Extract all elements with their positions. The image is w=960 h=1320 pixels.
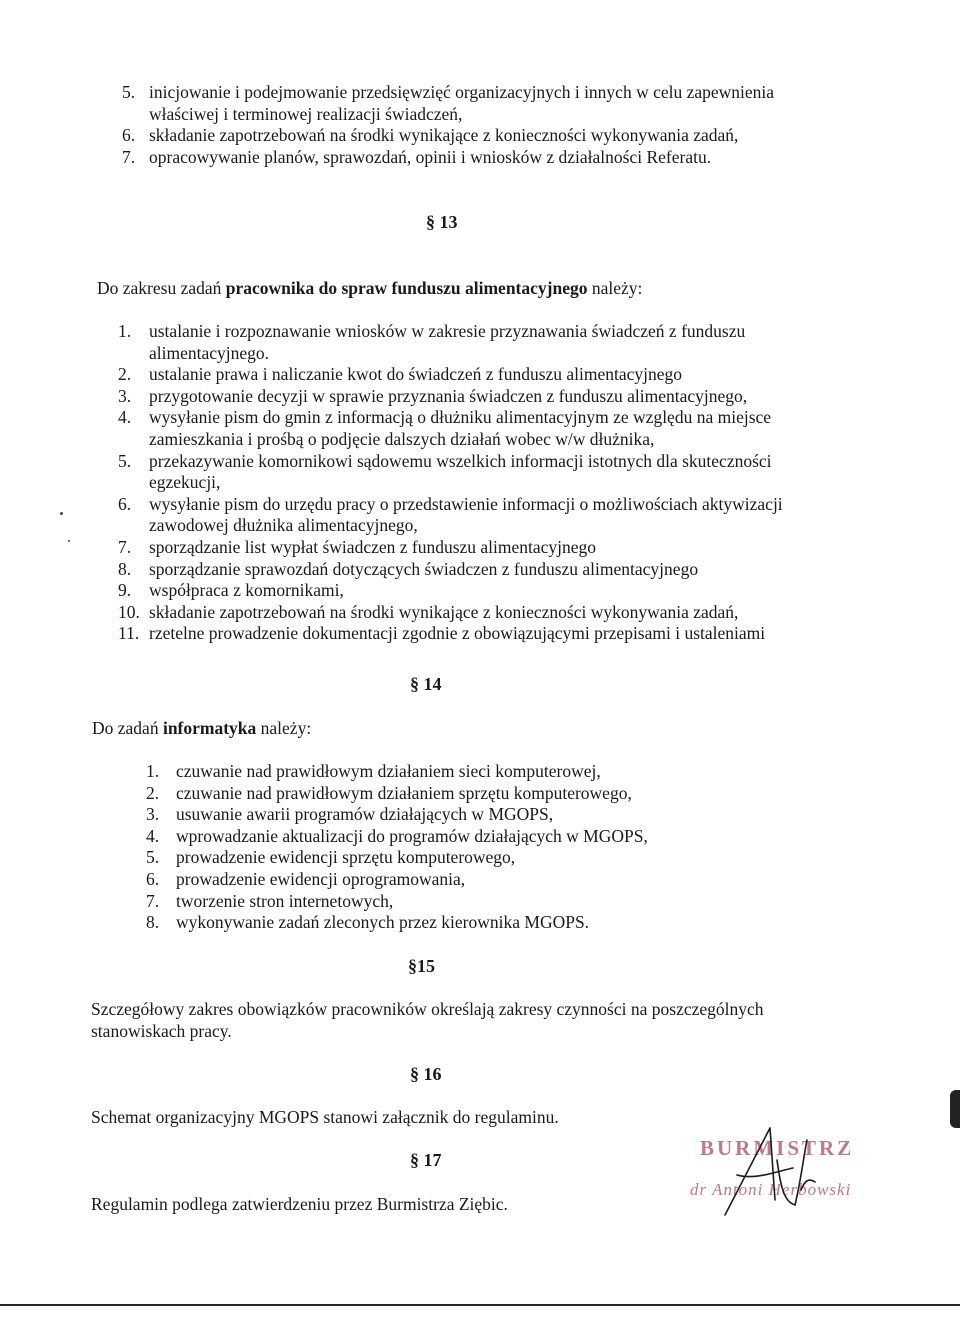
list-item-text: ustalanie i rozpoznawanie wniosków w zakresie przyznawania świadczeń z funduszu [149,321,746,341]
list-item-number: 2. [146,782,160,803]
list-item-text: ustalanie prawa i naliczanie kwot do świadczeń z funduszu alimentacyjnego [149,364,683,385]
list-item-text: opracowywanie planów, sprawozdań, opinii i wniosków z działalności Referatu. [149,146,712,167]
section-13-list [118,321,848,645]
list-item [118,494,848,537]
list-item-number: 5. [118,450,132,471]
list-item-number: 6. [122,125,136,146]
list-item-text: sporządzanie list wypłat świadczen z funduszu alimentacyjnego [149,536,597,557]
list-item-text: usuwanie awarii programów działających w MGOPS, [176,804,554,825]
list-item-number: 11. [118,623,140,644]
list-item-text: współpraca z komornikami, [149,580,344,601]
section-17-text: Regulamin podlega zatwierdzeniu przez Burmistrza Ziębic. [91,1194,508,1214]
list-item [118,386,848,408]
list-item-text: wprowadzanie aktualizacji do programów działających w MGOPS, [176,825,648,846]
list-item-text: czuwanie nad prawidłowym działaniem sprzętu komputerowego, [176,782,632,803]
stamp-title: BURMISTRZ [700,1136,855,1160]
intro-list [122,82,842,168]
list-item [118,580,848,602]
list-item [146,826,766,848]
section-15-text-line-2: stanowiskach pracy. [91,1021,232,1041]
list-item-number: 7. [118,536,132,557]
list-item-number: 4. [146,825,160,846]
list-item-text: egzekucji, [149,472,221,493]
scan-speck [60,512,63,515]
list-item-text: czuwanie nad prawidłowym działaniem sieci komputerowej, [176,761,601,781]
section-14-list [146,761,766,934]
list-item [146,761,766,783]
section-17-heading: § 17 [410,1150,442,1170]
list-item [146,912,766,934]
list-item [122,147,842,169]
list-item-text: przekazywanie komornikowi sądowemu wszelkich informacji istotnych dla skuteczności [149,450,772,471]
list-item-text: rzetelne prowadzenie dokumentacji zgodnie z obowiązującymi przepisami i ustaleniami [149,623,766,644]
list-item-text: właściwej i terminowej realizacji świadczeń, [149,103,463,124]
list-item-text: składanie zapotrzebowań na środki wynikające z konieczności wykonywania zadań, [149,601,739,622]
stamp-name: dr Antoni Herbowski [690,1180,852,1199]
list-item-text: składanie zapotrzebowań na środki wynikające z konieczności wykonywania zadań, [149,125,739,146]
list-item [122,125,842,147]
list-item [146,804,766,826]
list-item-number: 10. [118,601,140,622]
list-item-number: 4. [118,407,132,428]
list-item-number: 1. [118,321,132,341]
list-item-number: 7. [146,890,160,911]
section-16-text: Schemat organizacyjny MGOPS stanowi załącznik do regulaminu. [91,1107,559,1127]
list-item [146,891,766,913]
list-item-number: 2. [118,364,132,385]
list-item-text: zawodowej dłużnika alimentacyjnego, [149,515,418,536]
list-item [118,364,848,386]
list-item-number: 8. [118,558,132,579]
section-15-heading: §15 [408,956,435,976]
list-item [118,559,848,581]
list-item-number: 7. [122,146,136,167]
list-item-text: prowadzenie ewidencji sprzętu komputerowego, [176,847,516,868]
list-item-text: wysyłanie pism do urzędu pracy o przedstawienie informacji o możliwościach aktywizacji [149,493,783,514]
scan-speck [68,540,70,542]
section-14-heading: § 14 [410,674,442,694]
list-item-text: tworzenie stron internetowych, [176,890,394,911]
list-item-number: 5. [146,847,160,868]
list-item-number: 9. [118,580,132,601]
section-13-heading: § 13 [426,212,458,232]
list-item-number: 8. [146,912,160,933]
list-item-number: 3. [146,804,160,825]
list-item-number: 3. [118,385,132,406]
list-item [118,451,848,494]
scan-edge-mark [950,1090,960,1128]
list-item [146,869,766,891]
list-item [118,623,848,645]
list-item-number: 6. [146,868,160,889]
list-item [118,602,848,624]
list-item [118,407,848,450]
list-item-number: 6. [118,493,132,514]
list-item-number: 5. [122,82,136,102]
list-item-text: alimentacyjnego. [149,342,270,363]
signature-icon [715,1120,825,1230]
bottom-rule [0,1304,960,1306]
section-13-lead-bold: pracownika do spraw funduszu alimentacyjnego [225,278,588,298]
list-item-number: 1. [146,761,160,781]
list-item [118,321,848,364]
list-item-text: sporządzanie sprawozdań dotyczących świadczen z funduszu alimentacyjnego [149,558,699,579]
section-13-lead: Do zakresu zadań pracownika do spraw funduszu alimentacyjnego należy: [97,278,643,298]
list-item-text: przygotowanie decyzji w sprawie przyznania świadczen z funduszu alimentacyjnego, [149,385,748,406]
list-item-text: inicjowanie i podejmowanie przedsięwzięć organizacyjnych i innych w celu zapewnienia [149,82,775,102]
list-item [146,783,766,805]
list-item [146,847,766,869]
section-14-lead: Do zadań informatyka należy: [92,718,312,738]
section-16-heading: § 16 [410,1064,442,1084]
list-item-text: wykonywanie zadań zleconych przez kierownika MGOPS. [176,912,590,933]
list-item-text: zamieszkania i prośbą o podjęcie dalszych działań wobec w/w dłużnika, [149,428,655,449]
section-14-lead-bold: informatyka [162,718,257,738]
list-item [122,82,842,125]
list-item-text: prowadzenie ewidencji oprogramowania, [176,868,466,889]
list-item [118,537,848,559]
section-15-text-line-1: Szczegółowy zakres obowiązków pracowników określają zakresy czynności na poszczególnych [91,999,764,1019]
list-item-text: wysyłanie pism do gmin z informacją o dłużniku alimentacyjnym ze względu na miejsce [149,407,772,428]
